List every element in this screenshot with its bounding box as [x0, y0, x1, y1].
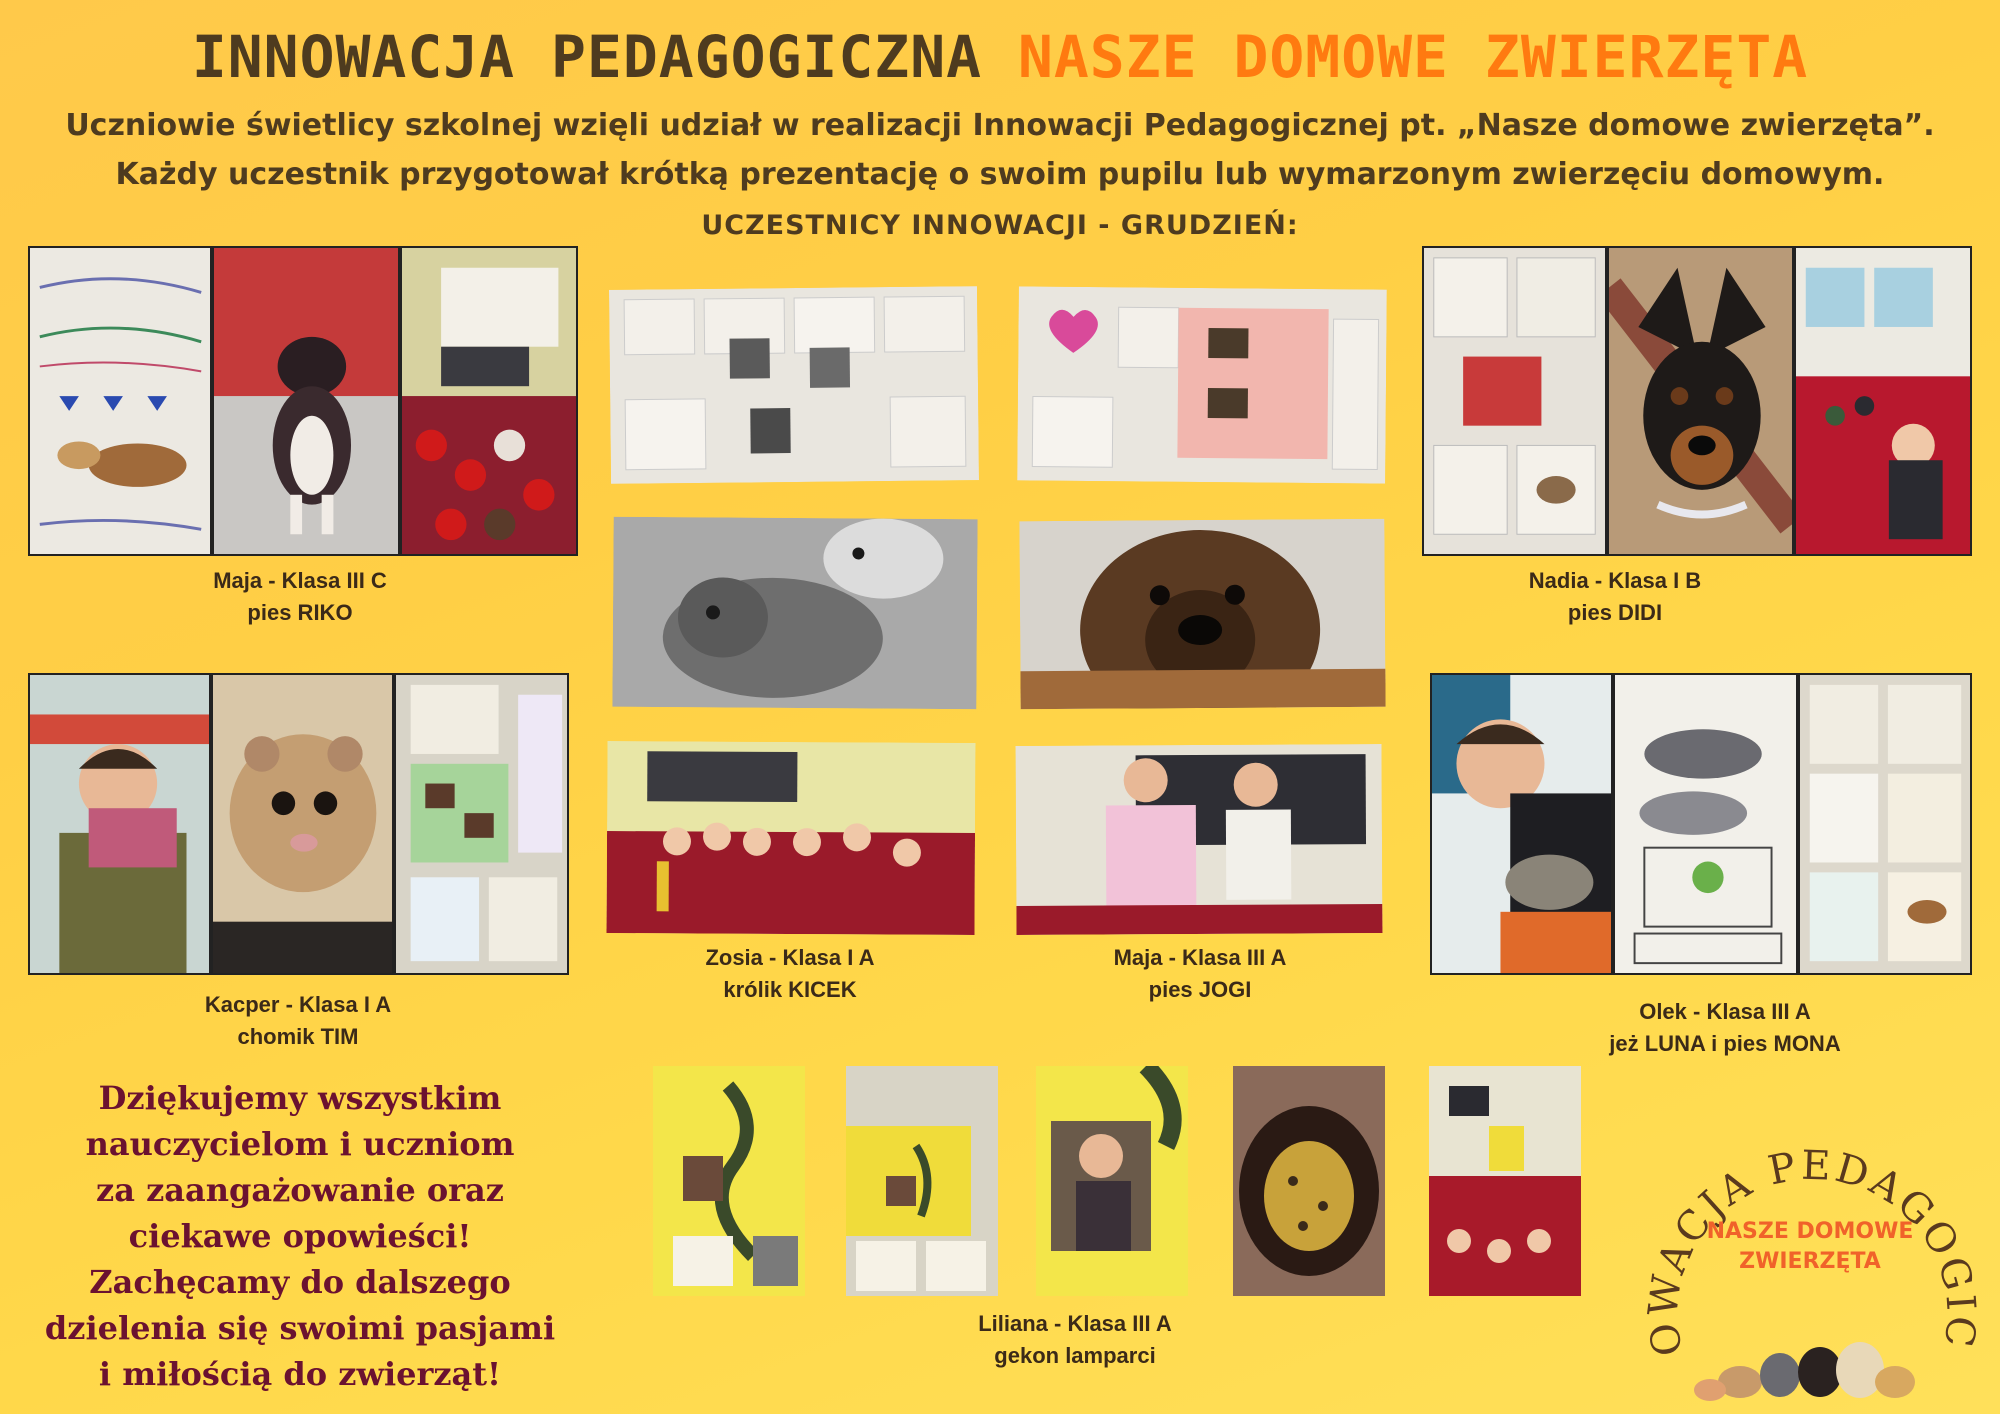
caption-zosia — [640, 942, 940, 1006]
page-title — [0, 22, 2000, 92]
participant-pet: pies RIKO — [247, 600, 353, 625]
logo-arc-text: OWACJA PEDAGOGIC — [1640, 1142, 1980, 1360]
title-part1: INNOWACJA PEDAGOGICZNA — [191, 23, 983, 91]
participant-name: Maja - Klasa III A — [1113, 945, 1287, 970]
photo-dog-jogi — [1019, 519, 1385, 710]
caption-maja-3c — [150, 565, 450, 629]
title-part2: NASZE DOMOWE ZWIERZĘTA — [1017, 23, 1809, 91]
photo-boy-tim — [28, 673, 211, 975]
thanks-line: ciekawe opowieści! — [128, 1217, 472, 1255]
caption-kacper — [148, 989, 448, 1053]
logo-center-line1: NASZE DOMOWE — [1706, 1219, 1914, 1244]
pets-illustration — [1694, 1342, 1915, 1401]
thanks-line: za zaangażowanie oraz — [96, 1171, 504, 1209]
caption-nadia — [1465, 565, 1765, 629]
photo-class-gecko — [1429, 1066, 1581, 1296]
thanks-line: Zachęcamy do dalszego — [89, 1263, 511, 1301]
photo-poster-gecko1 — [653, 1066, 805, 1296]
logo-center-line2: ZWIERZĘTA — [1739, 1249, 1881, 1274]
participant-pet: jeż LUNA i pies MONA — [1609, 1031, 1841, 1056]
photo-rabbit-kicek — [612, 517, 977, 710]
intro-line2: Każdy uczestnik przygotował krótką prezentację o swoim pupilu lub wymarzonym zwierzęciu domowym. — [115, 157, 1885, 192]
thanks-line: dzielenia się swoimi pasjami — [44, 1309, 556, 1347]
photo-drawing-luna — [1613, 673, 1798, 975]
participant-name: Liliana - Klasa III A — [978, 1311, 1172, 1336]
thanks-message — [40, 1075, 560, 1397]
participant-name: Kacper - Klasa I A — [204, 992, 392, 1017]
participants-subheading: UCZESTNICY INNOWACJI - GRUDZIEŃ: — [701, 210, 1299, 241]
caption-maja-3a — [1050, 942, 1350, 1006]
intro-line1: Uczniowie świetlicy szkolnej wzięli udział w realizacji Innowacji Pedagogicznej pt. „Nasze domowe zwierzęta”. — [65, 108, 1935, 143]
photo-wall-kicek — [609, 286, 979, 484]
photo-dog-riko — [212, 246, 400, 556]
photo-class-didi — [1794, 246, 1972, 556]
photo-hamster-tim — [211, 673, 394, 975]
photo-wall-tim — [394, 673, 569, 975]
participant-name: Zosia - Klasa I A — [705, 945, 875, 970]
participant-name: Maja - Klasa III C — [213, 568, 387, 593]
photo-wall-jogi — [1017, 286, 1387, 483]
photo-boy-hedgehog — [1430, 673, 1613, 975]
photo-dog-didi — [1607, 246, 1794, 556]
photo-class-riko — [400, 246, 578, 556]
participant-pet: gekon lamparci — [994, 1343, 1156, 1368]
photo-gecko — [1233, 1066, 1385, 1296]
photo-wall-luna — [1798, 673, 1972, 975]
participant-name: Olek - Klasa III A — [1639, 999, 1811, 1024]
caption-liliana — [925, 1308, 1225, 1372]
thanks-line: i miłością do zwierząt! — [98, 1355, 502, 1393]
photo-poster-gecko2 — [846, 1066, 998, 1296]
photo-class-kicek — [606, 741, 975, 935]
innovation-logo — [1640, 1090, 1980, 1410]
participant-pet: pies DIDI — [1567, 600, 1663, 625]
thanks-line: nauczycielom i uczniom — [85, 1125, 515, 1163]
thanks-line: Dziękujemy wszystkim — [98, 1079, 502, 1117]
photo-drawing-riko — [28, 246, 212, 556]
photo-girls-jogi — [1016, 744, 1383, 935]
participant-pet: królik KICEK — [723, 977, 857, 1002]
photo-girl-gecko — [1036, 1066, 1188, 1296]
participant-pet: pies JOGI — [1148, 977, 1252, 1002]
participant-name: Nadia - Klasa I B — [1528, 568, 1702, 593]
participant-pet: chomik TIM — [237, 1024, 359, 1049]
caption-olek — [1575, 996, 1875, 1060]
photo-drawings-didi — [1422, 246, 1607, 556]
